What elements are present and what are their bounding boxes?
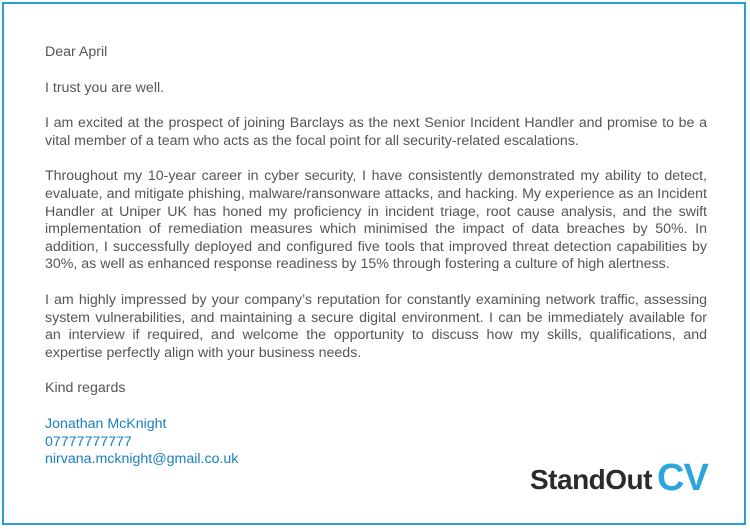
cover-letter <box>45 44 707 469</box>
standout-cv-logo <box>530 446 708 499</box>
paragraph-motivation: I am highly impressed by your company’s reputation for constantly examining network traffic, assessing system vulnerabilities, and maintaining a secure digital environment. I can be immediately available for an interview if required, and welcome the opportunity to discuss how my skills, qualifications, and expertise perfectly align with your business needs. <box>45 291 707 361</box>
signature-phone: 07777777777 <box>45 433 132 450</box>
paragraph-opening: I am excited at the prospect of joining Barclays as the next Senior Incident Handler and promise to be a vital member of a team who acts as the focal point for all security-related escalations. <box>45 115 707 149</box>
signature-email: nirvana.mcknight@gmail.co.uk <box>45 451 239 468</box>
logo-wordmark: StandOut <box>530 464 652 495</box>
signature-name: Jonathan McKnight <box>45 415 167 432</box>
logo-cv-mark: CV <box>657 457 708 499</box>
paragraph-experience: Throughout my 10-year career in cyber security, I have consistently demonstrated my ability to detect, evaluate, and mitigate phishing, malware/ransonware attacks, and hacking. My experience as an Incident Handler at Uniper UK has honed my proficiency in incident triage, root cause analysis, and the swift implementation of remediation measures which minimised the impact of data breaches by 50%. In addition, I successfully deployed and configured five tools that improved threat detection capabilities by 30%, as well as enhanced response readiness by 15% through fostering a culture of high alertness. <box>45 168 707 273</box>
intro-line: I trust you are well. <box>45 79 165 96</box>
closing: Kind regards <box>45 380 126 397</box>
salutation: Dear April <box>45 44 108 60</box>
